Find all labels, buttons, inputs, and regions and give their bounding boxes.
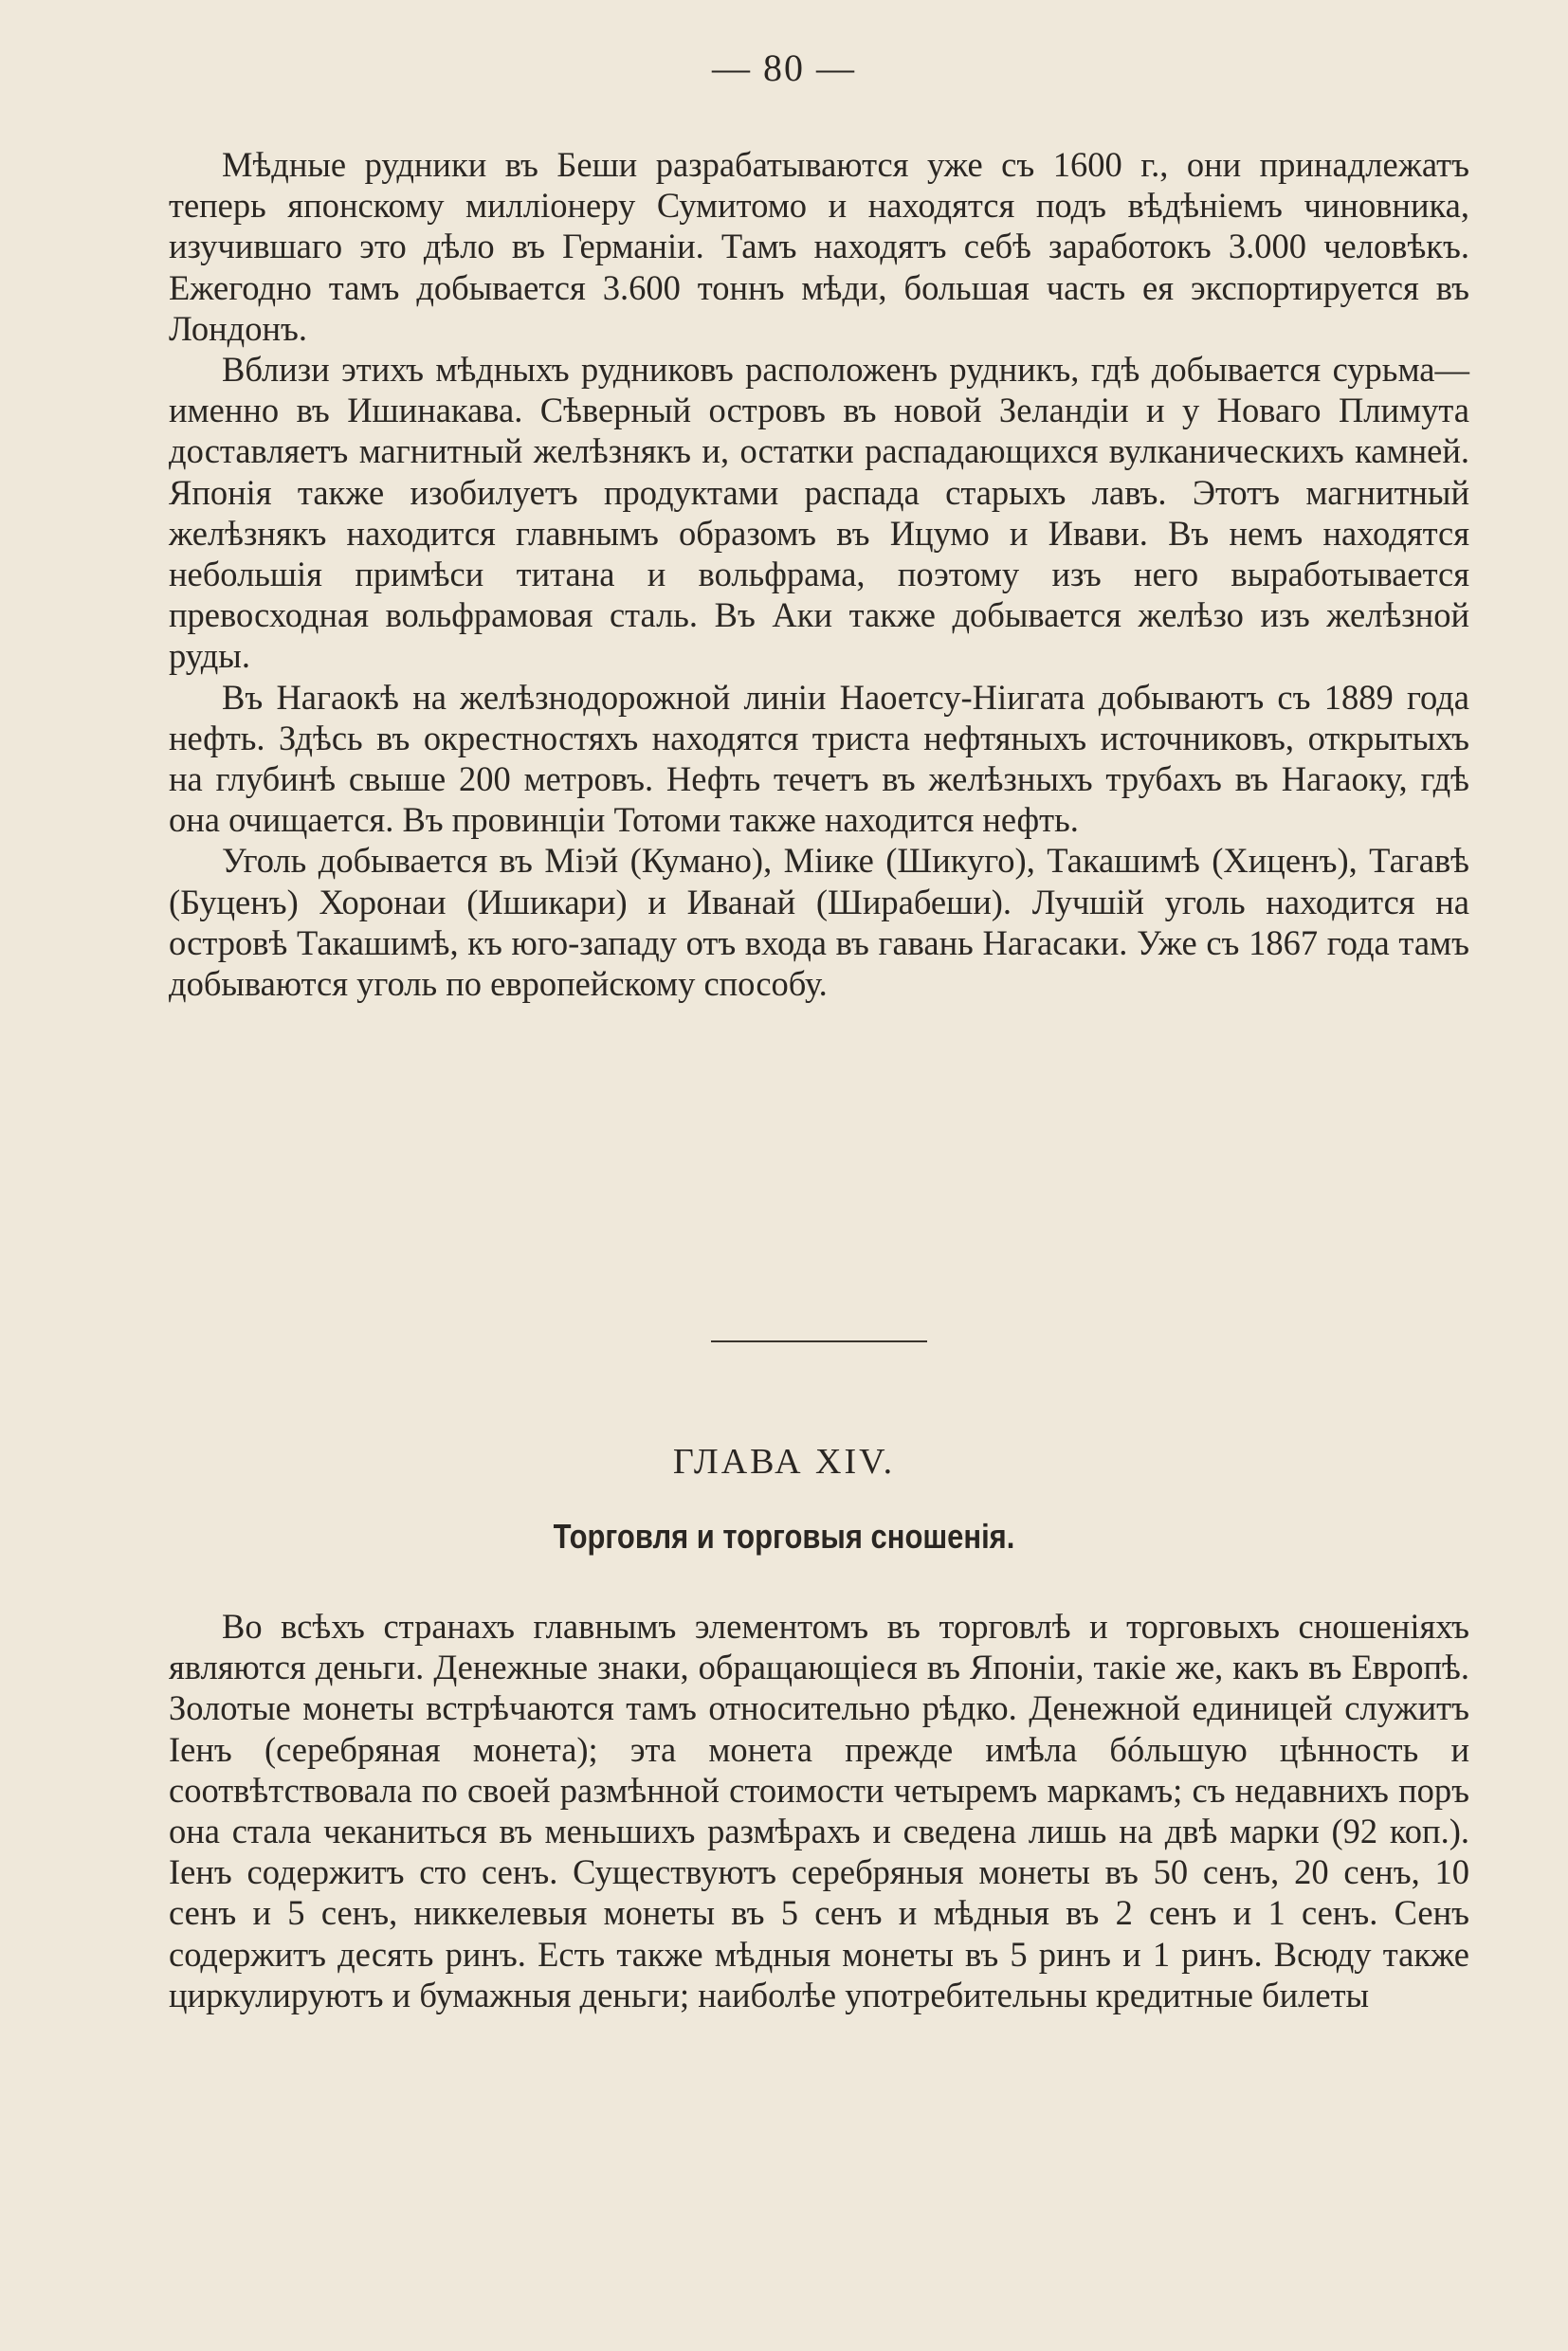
paragraph-oil: Въ Нагаокѣ на желѣзнодорожной линіи Наоетсу-Ніигата добываютъ съ 1889 года нефть. Здѣсь въ окрестностяхъ находятся триста нефтяныхъ источниковъ, открытыхъ на глубинѣ свыше 200 метровъ. Нефть течетъ въ желѣзныхъ трубахъ въ Нагаоку, гдѣ она очищается. Въ провинціи Тотоми также находится нефть.: [169, 677, 1469, 840]
paragraph-copper-mines: Мѣдные рудники въ Беши разрабатываются уже съ 1600 г., они принадлежатъ теперь японскому милліонеру Сумитомо и находятся подъ вѣдѣніемъ чиновника, изучившаго это дѣло въ Германіи. Тамъ находятъ себѣ заработокъ 3.000 человѣкъ. Ежегодно тамъ добывается 3.600 тоннъ мѣди, большая часть ея экспортируется въ Лондонъ.: [169, 145, 1469, 348]
section-divider: [711, 1340, 927, 1342]
trade-section: [169, 1606, 1469, 2015]
chapter-title: ГЛАВА XIV.: [672, 1442, 896, 1482]
paragraph-antimony-iron: Вблизи этихъ мѣдныхъ рудниковъ расположенъ рудникъ, гдѣ добывается сурьма—именно въ Ишинакава. Сѣверный островъ въ новой Зеландіи и у Новаго Плимута доставляетъ магнитный желѣзнякъ и, остатки распадающихся вулканическихъ камней. Японія также изобилуетъ продуктами распада старыхъ лавъ. Этотъ магнитный желѣзнякъ находится главнымъ образомъ въ Ицумо и Ивави. Въ немъ находятся небольшія примѣси титана и вольфрама, поэтому изъ него выработывается превосходная вольфрамовая сталь. Въ Аки также добывается желѣзо изъ желѣзной руды.: [169, 350, 1469, 676]
paragraph-coal: Уголь добывается въ Міэй (Кумано), Міике (Шикуго), Такашимѣ (Хиценъ), Тагавѣ (Буценъ) Хоронаи (Ишикари) и Иванай (Ширабеши). Лучшій уголь находится на островѣ Такашимѣ, къ юго-западу отъ входа въ гавань Нагасаки. Уже съ 1867 года тамъ добываются уголь по европейскому способу.: [169, 841, 1469, 1004]
page-number: — 80 —: [712, 46, 856, 89]
mining-section: [169, 144, 1469, 1004]
chapter-subtitle: Торговля и торговыя сношенія.: [553, 1517, 1015, 1556]
paragraph-money: Во всѣхъ странахъ главнымъ элементомъ въ торговлѣ и торговыхъ сношеніяхъ являются деньги. Денежные знаки, обращающіеся въ Японіи, такіе же, какъ въ Европѣ. Золотые монеты встрѣчаются тамъ относительно рѣдко. Денежной единицей служитъ Іенъ (серебряная монета); эта монета прежде имѣла бóльшую цѣнность и соотвѣтствовала по своей размѣнной стоимости четыремъ маркамъ; съ недавнихъ поръ она стала чеканиться въ меньшихъ размѣрахъ и сведена лишь на двѣ марки (92 коп.). Іенъ содержитъ сто сенъ. Существуютъ серебряныя монеты въ 50 сенъ, 20 сенъ, 10 сенъ и 5 сенъ, никкелевыя монеты въ 5 сенъ и мѣдныя въ 2 сенъ и 1 сенъ. Сенъ содержитъ десять ринъ. Есть также мѣдныя монеты въ 5 ринъ и 1 ринъ. Всюду также циркулируютъ и бумажныя деньги; наиболѣе употребительны кредитные билеты: [169, 1607, 1469, 2014]
